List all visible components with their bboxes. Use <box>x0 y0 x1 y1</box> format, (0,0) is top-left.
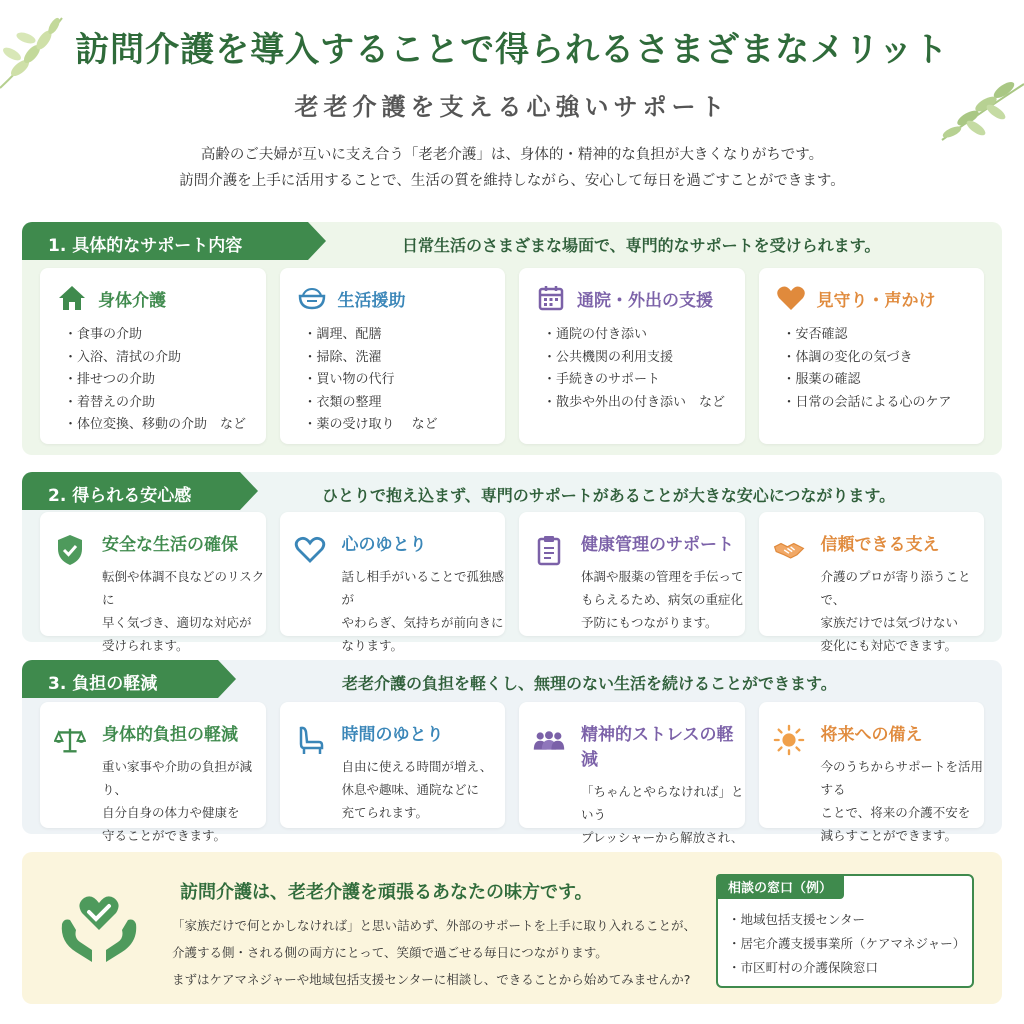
card-peace-heart <box>280 512 506 653</box>
clipboard-icon <box>533 534 565 566</box>
people-icon <box>533 724 565 756</box>
section-peace-of-mind <box>22 472 1002 653</box>
chair-icon <box>294 724 326 756</box>
card-title: 生活援助 <box>337 290 406 311</box>
card-title: 将来への備え <box>820 725 923 745</box>
bottom-title: 訪問介護は、老老介護を頑張るあなたの味方です。 <box>180 882 593 903</box>
card-time-margin <box>280 702 506 828</box>
card-outing-support <box>519 268 745 444</box>
card-safe-living <box>40 512 266 653</box>
consultation-box <box>716 874 974 988</box>
card-description: 介護のプロが寄り添うことで、 家族だけでは気づけない 変化にも対応できます。 <box>820 569 971 653</box>
list-item: ・ 通院の付き添い <box>543 324 745 347</box>
card-list <box>40 314 266 437</box>
header <box>0 22 1024 194</box>
card-reliable-support <box>759 512 985 653</box>
card-title: 身体介護 <box>98 290 166 311</box>
list-item: ・ 居宅介護支援事業所（ケアマネジャー） <box>728 932 972 956</box>
card-description: 自由に使える時間が増え、 休息や趣味、通院などに 充てられます。 <box>341 759 493 820</box>
intro-text: 高齢のご夫婦が互いに支え合う「老老介護」は、身体的・精神的な負担が大きくなりがちです。 訪問介護を上手に活用することで、生活の質を維持しながら、安心して毎日を過ごすことができます。 <box>179 147 845 189</box>
card-future-prep <box>759 702 985 843</box>
heart-outline-icon <box>294 534 326 566</box>
section-tag: 1. 具体的なサポート内容 <box>22 222 308 260</box>
section-burden-reduction <box>22 660 1002 845</box>
card-watching <box>759 268 985 444</box>
section-lead: 老老介護の負担を軽くし、無理のない生活を続けることができます。 <box>342 674 837 693</box>
card-physical-burden <box>40 702 266 843</box>
list-item: ・ 散歩や外出の付き添い など <box>543 392 745 415</box>
section-lead: ひとりで抱え込まず、専門のサポートがあることが大きな安心につながります。 <box>322 486 896 505</box>
list-item: ・ 入浴、清拭の介助 <box>64 347 266 370</box>
list-item: ・ 調理、配膳 <box>304 324 506 347</box>
list-item: ・ 着替えの介助 <box>64 392 266 415</box>
hands-heart-icon <box>56 884 142 974</box>
bottom-text: 「家族だけで何とかしなければ」と思い詰めず、外部のサポートを上手に取り入れることが、 介護する側・される側の両方にとって、笑顔で過ごせる毎日につながります。 まずはケアマネジャーや地域包括支援センターに相談し、できることから始めてみませんか? <box>172 918 697 987</box>
list-item: ・ 服薬の確認 <box>783 369 985 392</box>
list-item: ・ 手続きのサポート <box>543 369 745 392</box>
list-item: ・ 買い物の代行 <box>304 369 506 392</box>
card-living-support <box>280 268 506 444</box>
list-item: ・ 体位変換、移動の介助 など <box>64 414 266 437</box>
list-item: ・ 公共機関の利用支援 <box>543 347 745 370</box>
card-description: 重い家事や介助の負担が減り、 自分自身の体力や健康を 守ることができます。 <box>102 759 253 843</box>
section-lead: 日常生活のさまざまな場面で、専門的なサポートを受けられます。 <box>402 236 881 255</box>
card-health-management <box>519 512 745 636</box>
consultation-title: 相談の窓口（例） <box>716 874 844 899</box>
card-list <box>519 314 745 414</box>
card-title: 信頼できる支え <box>820 535 940 555</box>
list-item: ・ 体調の変化の気づき <box>783 347 985 370</box>
card-description: 体調や服薬の管理を手伝って もらえるため、病気の重症化 予防にもつながります。 <box>581 569 744 630</box>
calendar-icon <box>535 282 567 314</box>
card-title: 安全な生活の確保 <box>102 535 238 555</box>
section-tag: 2. 得られる安心感 <box>22 472 240 510</box>
card-physical-care <box>40 268 266 444</box>
heart-icon <box>775 282 807 314</box>
list-item: ・ 地域包括支援センター <box>728 908 972 932</box>
scale-icon <box>54 724 86 756</box>
card-description: 転倒や体調不良などのリスクに 早く気づき、適切な対応が 受けられます。 <box>102 569 265 653</box>
list-item: ・ 衣類の整理 <box>304 392 506 415</box>
card-list <box>280 314 506 437</box>
handshake-icon <box>773 534 805 566</box>
card-title: 通院・外出の支援 <box>577 290 713 311</box>
card-description: 話し相手がいることで孤独感が やわらぎ、気持ちが前向きに なります。 <box>341 569 505 653</box>
page-title: 訪問介護を導入することで得られるさまざまなメリット <box>75 30 949 70</box>
card-description: 「ちゃんとやらなければ」という プレッシャーから解放され、 <box>581 784 744 845</box>
bottom-message-panel <box>22 852 1002 1004</box>
list-item: ・ 市区町村の介護保険窓口 <box>728 956 972 980</box>
card-title: 健康管理のサポート <box>581 535 734 555</box>
bowl-icon <box>296 282 328 314</box>
card-title: 精神的ストレスの軽減 <box>581 725 734 770</box>
house-icon <box>56 282 88 314</box>
section-support-content <box>22 222 1002 455</box>
card-title: 身体的負担の軽減 <box>102 725 238 745</box>
card-title: 時間のゆとり <box>341 725 444 745</box>
shield-check-icon <box>54 534 86 566</box>
list-item: ・ 排せつの介助 <box>64 369 266 392</box>
section-tag: 3. 負担の軽減 <box>22 660 218 698</box>
sun-icon <box>773 724 805 756</box>
list-item: ・ 日常の会話による心のケア <box>783 392 985 415</box>
card-description: 今のうちからサポートを活用する ことで、将来の介護不安を 減らすことができます。 <box>820 759 984 843</box>
card-title: 見守り・声かけ <box>816 290 936 311</box>
list-item: ・ 掃除、洗濯 <box>304 347 506 370</box>
list-item: ・ 食事の介助 <box>64 324 266 347</box>
page-subtitle: 老老介護を支える心強いサポート <box>294 92 730 121</box>
list-item: ・ 安否確認 <box>783 324 985 347</box>
card-mental-stress <box>519 702 745 845</box>
card-title: 心のゆとり <box>341 535 427 555</box>
list-item: ・ 薬の受け取り など <box>304 414 506 437</box>
card-list <box>759 314 985 414</box>
